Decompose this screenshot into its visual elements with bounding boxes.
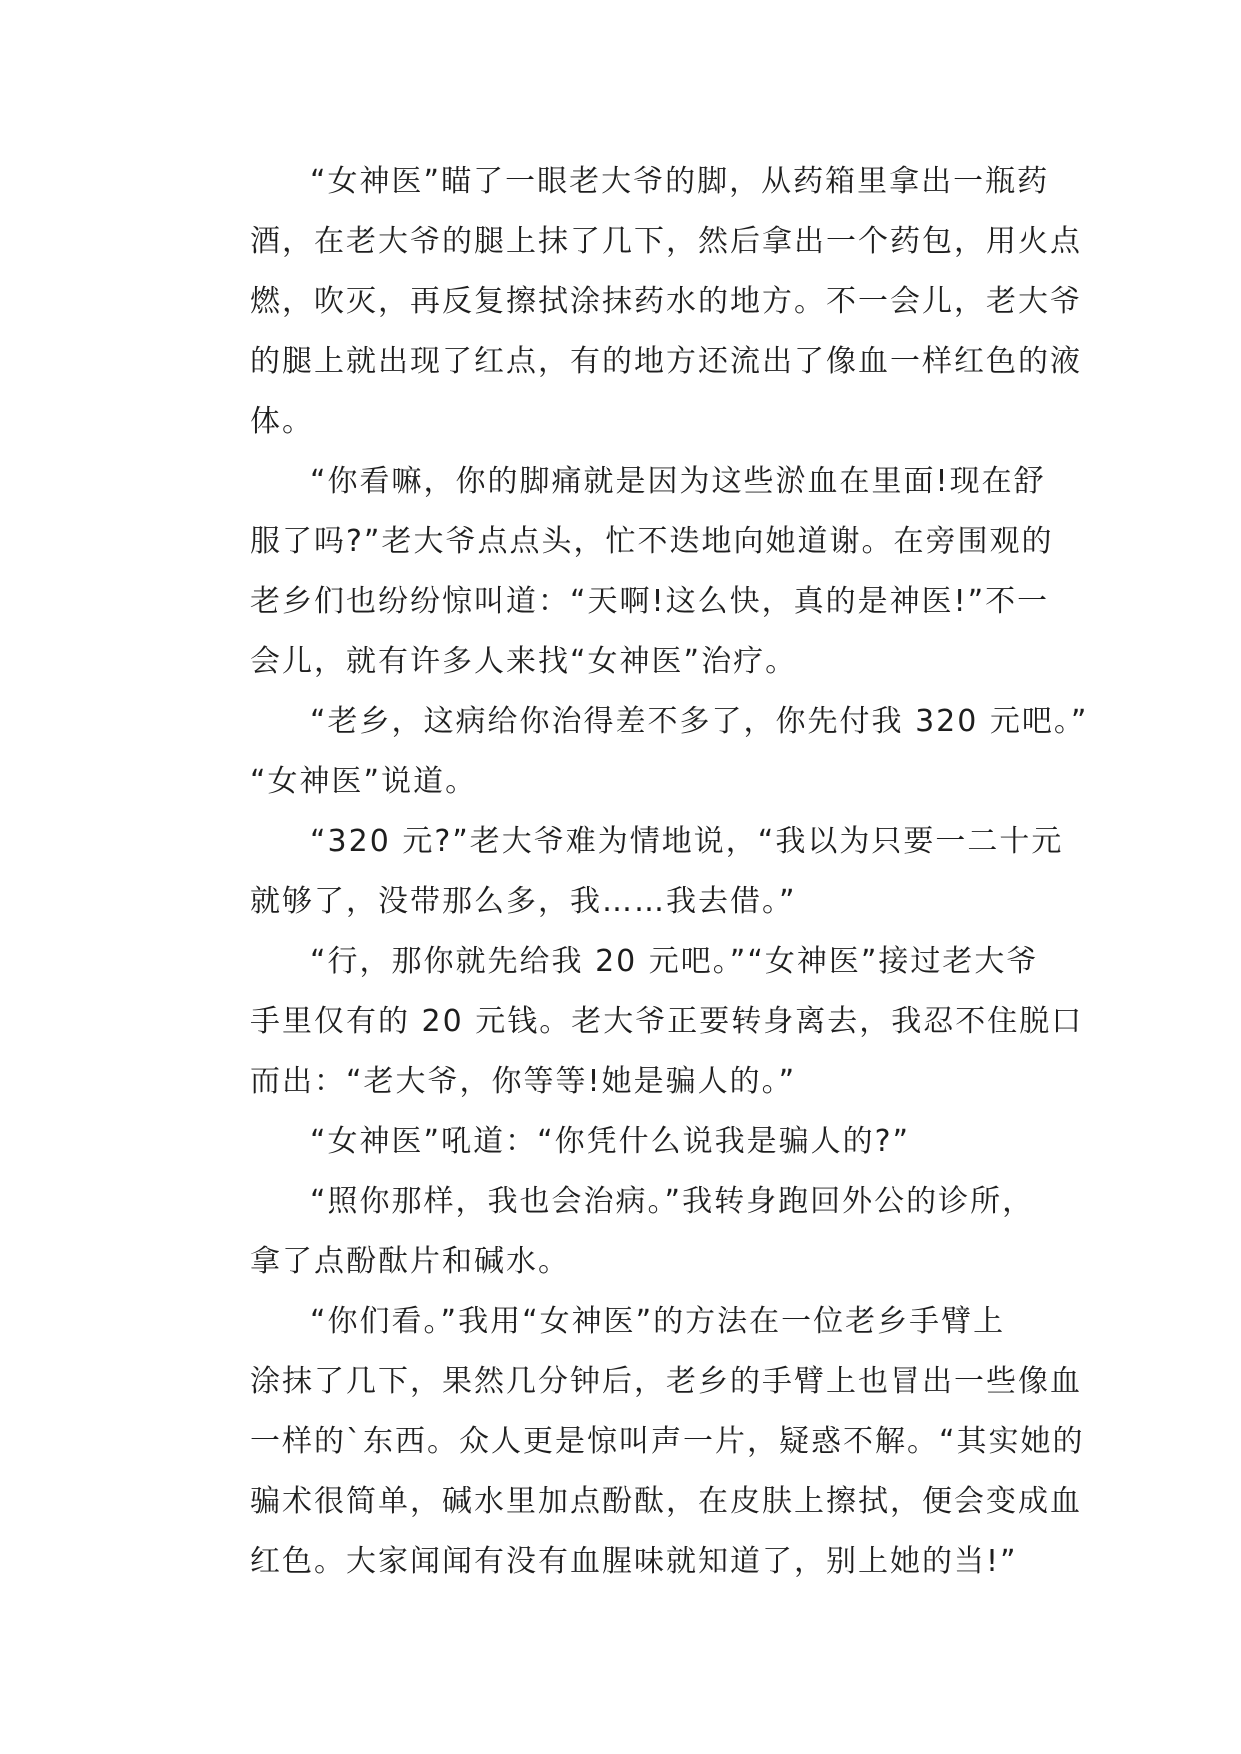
paragraph-2 [190, 452, 1054, 692]
paragraph-line: “行，那你就先给我 20 元吧。”“女神医”接过老大爷 [310, 944, 1039, 979]
paragraph-line: 的腿上就出现了红点，有的地方还流出了像血一样红色的液 [250, 344, 1082, 379]
paragraph-line: 服了吗?”老大爷点点头，忙不迭地向她道谢。在旁围观的 [250, 524, 1054, 559]
paragraph-line: 手里仅有的 20 元钱。老大爷正要转身离去，我忍不住脱口 [250, 1004, 1084, 1039]
paragraph-line: “女神医”瞄了一眼老大爷的脚，从药箱里拿出一瓶药 [310, 164, 1050, 199]
paragraph-line: 老乡们也纷纷惊叫道：“天啊!这么快，真的是神医!”不一 [250, 584, 1050, 619]
paragraph-6 [190, 1112, 1050, 1172]
paragraph-line: “女神医”说道。 [250, 764, 478, 799]
paragraph-line: 红色。大家闻闻有没有血腥味就知道了，别上她的当!” [250, 1544, 1018, 1579]
paragraph-line: 涂抹了几下，果然几分钟后，老乡的手臂上也冒出一些像血 [250, 1364, 1082, 1399]
paragraph-line: 而出：“老大爷，你等等!她是骗人的。” [250, 1064, 797, 1099]
paragraph-line: 骗术很简单，碱水里加点酚酞，在皮肤上擦拭，便会变成血 [250, 1484, 1082, 1519]
paragraph-line: “女神医”吼道：“你凭什么说我是骗人的?” [310, 1124, 911, 1159]
paragraph-line: “老乡，这病给你治得差不多了，你先付我 320 元吧。” [310, 704, 1089, 739]
paragraph-line: “320 元?”老大爷难为情地说，“我以为只要一二十元 [310, 824, 1064, 859]
paragraph-line: 燃，吹灭，再反复擦拭涂抹药水的地方。不一会儿，老大爷 [250, 284, 1082, 319]
document-body [190, 152, 1089, 1592]
paragraph-line: 酒，在老大爷的腿上抹了几下，然后拿出一个药包，用火点 [250, 224, 1082, 259]
paragraph-line: “照你那样，我也会治病。”我转身跑回外公的诊所， [310, 1184, 1035, 1219]
paragraph-line: 就够了，没带那么多，我……我去借。” [250, 884, 797, 919]
paragraph-1 [190, 152, 1082, 452]
paragraph-line: 一样的`东西。众人更是惊叫声一片，疑惑不解。“其实她的 [250, 1424, 1085, 1459]
paragraph-5 [190, 932, 1084, 1112]
paragraph-8 [190, 1292, 1085, 1592]
paragraph-line: 会儿，就有许多人来找“女神医”治疗。 [250, 644, 798, 679]
paragraph-3 [190, 692, 1089, 812]
paragraph-line: “你们看。”我用“女神医”的方法在一位老乡手臂上 [310, 1304, 1006, 1339]
paragraph-line: “你看嘛，你的脚痛就是因为这些淤血在里面!现在舒 [310, 464, 1046, 499]
paragraph-4 [190, 812, 1064, 932]
paragraph-line: 体。 [250, 404, 314, 439]
paragraph-7 [190, 1172, 1050, 1292]
paragraph-line: 拿了点酚酞片和碱水。 [250, 1244, 570, 1279]
